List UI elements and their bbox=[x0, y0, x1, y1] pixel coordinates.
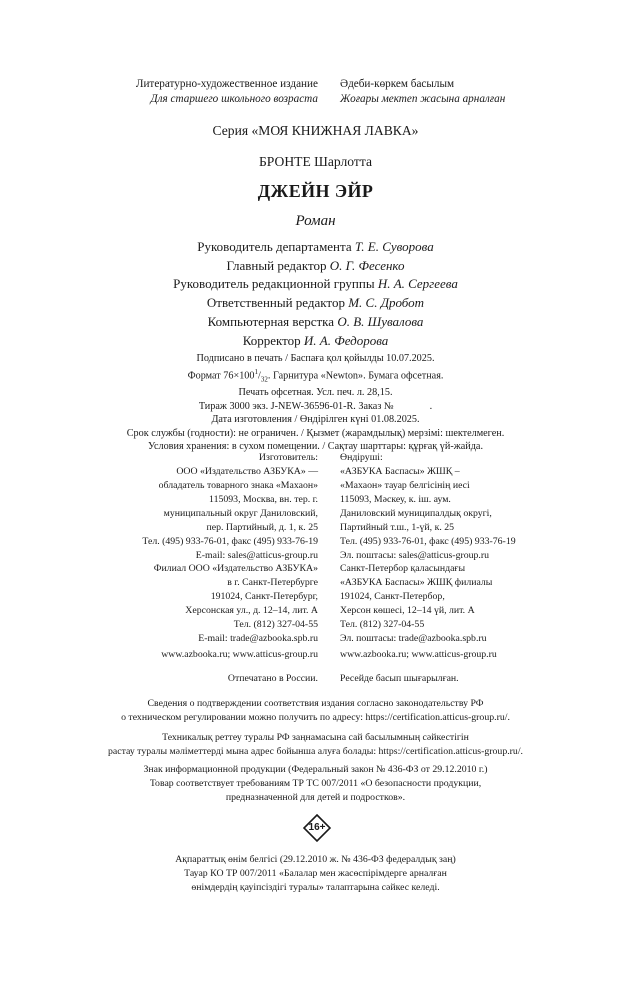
series-line: Серия «МОЯ КНИЖНАЯ ЛАВКА» bbox=[212, 123, 419, 138]
cert-kz-line: Техникалық реттеу туралы РФ заңнамасына сай басылымның сәйкестігін bbox=[162, 732, 469, 743]
branch-right-line: «АЗБУКА Баспасы» ЖШҚ филиалы bbox=[340, 577, 493, 588]
maker-left-line: пер. Партийный, д. 1, к. 25 bbox=[206, 522, 318, 533]
maker-left-line: E-mail: sales@atticus-group.ru bbox=[195, 550, 318, 561]
header-left bbox=[136, 77, 318, 107]
maker-right bbox=[340, 451, 516, 563]
branch-right-line: Херсон көшесі, 12–14 үй, лит. А bbox=[340, 605, 475, 616]
print-order-line bbox=[0, 400, 631, 414]
info-ru bbox=[0, 763, 631, 805]
staff-row bbox=[0, 332, 631, 351]
format-text: . Гарнитура «Newton». Бумага офсетная. bbox=[267, 369, 444, 381]
info-kz-line: өнімдердің қауіпсіздігі туралы» талаптарына сәйкес келеді. bbox=[191, 882, 440, 893]
print-line: Подписано в печать / Баспаға қол қойылды 10.07.2025. bbox=[196, 353, 435, 364]
cert-kz-line: растау туралы мәліметтерді мына адрес бойынша алуға болады: https://certification.atticus-group.ru/. bbox=[107, 746, 523, 757]
print-line: Условия хранения: в сухом помещении. / Сақтау шарттары: құрғақ үй-жайда. bbox=[148, 441, 483, 453]
cert-kz bbox=[0, 731, 631, 759]
staff-name: М. С. Дробот bbox=[348, 295, 425, 311]
maker-left-line: ООО «Издательство АЗБУКА» — bbox=[176, 466, 318, 477]
staff-name: О. Г. Фесенко bbox=[329, 257, 405, 273]
staff-row bbox=[0, 313, 631, 332]
print-line: Печать офсетная. Усл. печ. л. 28,15. bbox=[238, 387, 393, 399]
order-text: Тираж 3000 экз. J-NEW-36596-01-R. Заказ № bbox=[198, 400, 394, 412]
maker-right-line: Партийный т.ш., 1-үй, к. 25 bbox=[340, 522, 455, 533]
staff-row bbox=[0, 275, 631, 294]
staff-name: Н. А. Сергеева bbox=[377, 276, 458, 292]
maker-right-line: Даниловский муниципалдық округі, bbox=[340, 508, 492, 519]
author-name: БРОНТЕ Шарлотта bbox=[258, 154, 373, 169]
format-frac-num: 1 bbox=[254, 367, 258, 376]
maker-left-line: Изготовитель: bbox=[258, 452, 318, 463]
branch-left-line: E-mail: trade@azbooka.spb.ru bbox=[198, 633, 318, 644]
order-end: . bbox=[429, 400, 433, 412]
staff-name: О. В. Шувалова bbox=[337, 313, 424, 329]
info-kz bbox=[0, 853, 631, 895]
staff-role: Руководитель департамента bbox=[197, 239, 352, 254]
branch-right-line: 191024, Санкт-Петербор, bbox=[340, 591, 445, 602]
staff-role: Компьютерная верстка bbox=[207, 313, 335, 329]
print-line: Срок службы (годности): не ограничен. / Қызмет (жарамдылық) мерзімі: шектелмеген. bbox=[126, 427, 505, 439]
book-title: ДЖЕЙН ЭЙР bbox=[257, 181, 374, 201]
maker-right-line: Эл. поштасы: sales@atticus-group.ru bbox=[340, 550, 490, 561]
web-left: www.azbooka.ru; www.atticus-group.ru bbox=[161, 649, 318, 660]
printed-left: Отпечатано в России. bbox=[227, 673, 318, 684]
printed-right: Ресейде басып шығарылған. bbox=[340, 673, 459, 684]
maker-left-line: Тел. (495) 933-76-01, факс (495) 933-76-19 bbox=[142, 536, 318, 547]
staff-row bbox=[0, 257, 631, 276]
age-badge-label: 16+ bbox=[308, 822, 326, 833]
info-kz-line: Тауар КО ТР 007/2011 «Балалар мен жасөспірімдерге арналған bbox=[184, 868, 447, 879]
web-right: www.azbooka.ru; www.atticus-group.ru bbox=[340, 649, 497, 660]
staff-credits bbox=[0, 238, 631, 350]
maker-right-line: Өндіруші: bbox=[340, 452, 383, 463]
maker-left bbox=[142, 451, 318, 563]
branch-left-line: Филиал ООО «Издательство АЗБУКА» bbox=[153, 563, 318, 574]
staff-name: И. А. Федорова bbox=[303, 332, 389, 348]
cert-ru-line: Сведения о подтверждении соответствия издания согласно законодательству РФ bbox=[147, 698, 484, 709]
staff-row bbox=[0, 294, 631, 313]
branch-right-line: Тел. (812) 327-04-55 bbox=[340, 619, 425, 630]
maker-right-line: «Махаон» тауар белгісінің иесі bbox=[340, 480, 470, 491]
cert-ru-line: о техническом регулировании можно получить по адресу: https://certification.atticus-group.ru/. bbox=[121, 712, 510, 723]
staff-row bbox=[0, 238, 631, 257]
branch-left-line: в г. Санкт-Петербурге bbox=[227, 577, 318, 588]
staff-role: Ответственный редактор bbox=[206, 295, 345, 311]
branch-right-line: Эл. поштасы: trade@azbooka.spb.ru bbox=[340, 633, 487, 644]
branch-left bbox=[154, 562, 318, 646]
staff-role: Корректор bbox=[242, 332, 301, 348]
header-left-line: Для старшего школьного возраста bbox=[150, 93, 318, 105]
info-ru-line: предназначенной для детей и подростков». bbox=[225, 792, 406, 803]
info-ru-line: Знак информационной продукции (Федеральный закон № 436-ФЗ от 29.12.2010 г.) bbox=[143, 764, 488, 775]
info-kz-line: Ақпараттық өнім белгісі (29.12.2010 ж. № 436-ФЗ федералдық заң) bbox=[175, 854, 456, 865]
format-frac-den: 32 bbox=[260, 374, 268, 383]
maker-left-line: 115093, Москва, вн. тер. г. bbox=[209, 494, 318, 505]
cert-ru bbox=[0, 697, 631, 725]
maker-left-line: муниципальный округ Даниловский, bbox=[163, 508, 318, 519]
branch-right-line: Санкт-Петербор қаласындағы bbox=[340, 563, 466, 574]
maker-right-line: «АЗБУКА Баспасы» ЖШҚ – bbox=[340, 466, 460, 477]
header-right-line: Әдеби-көркем басылым bbox=[340, 78, 455, 90]
header-left-line: Литературно-художественное издание bbox=[135, 78, 318, 90]
info-ru-line: Товар соответствует требованиям ТР ТС 007/2011 «О безопасности продукции, bbox=[149, 778, 482, 789]
maker-left-line: обладатель товарного знака «Махаон» bbox=[158, 480, 318, 491]
age-rating-badge bbox=[303, 814, 331, 842]
branch-left-line: 191024, Санкт-Петербург, bbox=[210, 591, 318, 602]
maker-right-line: Тел. (495) 933-76-01, факс (495) 933-76-19 bbox=[340, 536, 516, 547]
print-line: Дата изготовления / Өндірілген күні 01.08.2025. bbox=[211, 414, 420, 426]
print-info bbox=[0, 352, 631, 454]
staff-role: Руководитель редакционной группы bbox=[173, 276, 375, 292]
branch-right bbox=[340, 562, 492, 646]
staff-name: Т. Е. Суворова bbox=[354, 239, 434, 254]
header-right-line: Жоғары мектеп жасына арналған bbox=[340, 93, 506, 105]
staff-role: Главный редактор bbox=[226, 257, 327, 273]
branch-left-line: Херсонская ул., д. 12–14, лит. А bbox=[185, 605, 318, 616]
branch-left-line: Тел. (812) 327-04-55 bbox=[233, 619, 318, 630]
maker-right-line: 115093, Мәскеу, к. іш. аум. bbox=[340, 494, 451, 505]
format-text: Формат 76×100 bbox=[187, 369, 255, 381]
genre: Роман bbox=[295, 213, 336, 229]
print-format-line: Формат $76\times 100^1/_{32}$. Гарнитура «Newton». Бумага офсетная. bbox=[187, 367, 444, 383]
header-right bbox=[340, 77, 505, 107]
